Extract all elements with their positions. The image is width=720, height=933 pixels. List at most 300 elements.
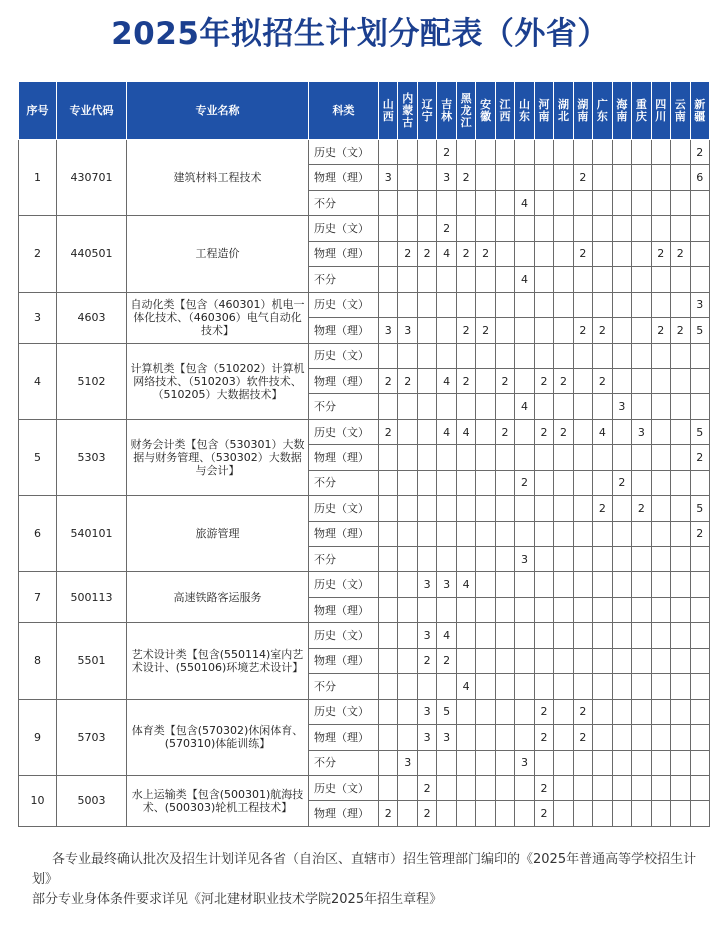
page-title: 2025年拟招生计划分配表（外省） (111, 16, 609, 52)
quota-cell (456, 470, 475, 495)
quota-cell (534, 445, 553, 470)
quota-cell (398, 165, 417, 190)
header-province (671, 82, 690, 140)
quota-cell (690, 674, 709, 699)
quota-cell (379, 750, 398, 775)
quota-cell: 2 (593, 368, 612, 393)
quota-cell (398, 445, 417, 470)
quota-cell (690, 725, 709, 750)
quota-cell: 2 (417, 241, 436, 266)
quota-cell (651, 775, 670, 800)
table-row (19, 216, 710, 241)
header-province-label: 江西 (499, 97, 511, 123)
quota-cell (593, 241, 612, 266)
quota-cell (554, 343, 573, 368)
major-name: 高速铁路客运服务 (127, 572, 309, 623)
quota-cell: 3 (398, 318, 417, 343)
quota-cell (671, 547, 690, 572)
header-name: 专业名称 (127, 82, 309, 140)
quota-cell (573, 190, 592, 215)
quota-cell (495, 190, 514, 215)
quota-cell (632, 368, 651, 393)
quota-cell: 2 (417, 801, 436, 826)
quota-cell: 4 (515, 190, 534, 215)
quota-cell: 2 (495, 368, 514, 393)
subject-category: 不分 (309, 394, 379, 419)
quota-cell (417, 216, 436, 241)
quota-cell (515, 140, 534, 165)
quota-cell: 3 (437, 572, 456, 597)
quota-cell: 2 (593, 496, 612, 521)
quota-cell (632, 241, 651, 266)
quota-cell (573, 572, 592, 597)
quota-cell (534, 394, 553, 419)
header-province (495, 82, 514, 140)
subject-category: 历史（文） (309, 140, 379, 165)
quota-cell (671, 140, 690, 165)
quota-cell (417, 419, 436, 444)
quota-cell: 2 (456, 241, 475, 266)
quota-cell: 2 (515, 470, 534, 495)
quota-cell (476, 445, 495, 470)
quota-cell (612, 343, 631, 368)
quota-cell: 2 (437, 216, 456, 241)
quota-cell (612, 597, 631, 622)
quota-cell (593, 648, 612, 673)
quota-cell (398, 801, 417, 826)
quota-cell (573, 750, 592, 775)
quota-cell (632, 394, 651, 419)
quota-cell (593, 750, 612, 775)
header-province-label: 云南 (674, 97, 686, 123)
major-code: 5102 (57, 343, 127, 419)
quota-cell (573, 674, 592, 699)
quota-cell (456, 597, 475, 622)
quota-cell (651, 547, 670, 572)
quota-cell (379, 572, 398, 597)
quota-cell (476, 140, 495, 165)
quota-cell (379, 394, 398, 419)
major-seq: 6 (19, 496, 57, 572)
quota-cell (476, 572, 495, 597)
quota-cell: 3 (437, 725, 456, 750)
quota-cell: 3 (417, 725, 436, 750)
quota-cell (476, 521, 495, 546)
quota-cell (554, 394, 573, 419)
quota-cell (515, 368, 534, 393)
quota-cell (651, 572, 670, 597)
quota-cell (554, 470, 573, 495)
quota-cell: 5 (437, 699, 456, 724)
quota-cell (476, 750, 495, 775)
quota-cell (573, 267, 592, 292)
quota-cell (593, 343, 612, 368)
quota-cell (671, 572, 690, 597)
quota-cell (398, 267, 417, 292)
quota-cell (379, 725, 398, 750)
quota-cell (534, 140, 553, 165)
quota-cell (671, 216, 690, 241)
quota-cell (476, 623, 495, 648)
quota-cell (398, 597, 417, 622)
quota-cell (554, 572, 573, 597)
quota-cell (612, 547, 631, 572)
major-name: 艺术设计类【包含(550114)室内艺术设计、(550106)环境艺术设计】 (127, 623, 309, 699)
quota-cell (495, 292, 514, 317)
table-row (19, 775, 710, 800)
table-row (19, 623, 710, 648)
quota-cell (690, 216, 709, 241)
quota-cell: 4 (437, 419, 456, 444)
quota-cell (398, 216, 417, 241)
quota-cell: 2 (690, 140, 709, 165)
table-row (19, 419, 710, 444)
quota-cell (515, 699, 534, 724)
quota-cell: 2 (417, 775, 436, 800)
major-code: 5501 (57, 623, 127, 699)
quota-cell (573, 419, 592, 444)
quota-cell (456, 394, 475, 419)
quota-cell (495, 547, 514, 572)
quota-cell (515, 419, 534, 444)
quota-cell (476, 216, 495, 241)
quota-cell (417, 394, 436, 419)
quota-cell (632, 648, 651, 673)
major-name: 财务会计类【包含（530301）大数据与财务管理、（530302）大数据与会计】 (127, 419, 309, 495)
quota-cell (495, 470, 514, 495)
quota-cell (554, 674, 573, 699)
header-province-label: 山东 (519, 97, 531, 123)
quota-cell: 5 (690, 496, 709, 521)
subject-category: 物理（理） (309, 801, 379, 826)
quota-cell (379, 496, 398, 521)
quota-cell (593, 292, 612, 317)
quota-cell (612, 572, 631, 597)
quota-cell (612, 216, 631, 241)
major-seq: 5 (19, 419, 57, 495)
quota-cell (651, 674, 670, 699)
quota-cell: 2 (554, 368, 573, 393)
header-province-label: 山西 (382, 97, 394, 123)
quota-cell (456, 623, 475, 648)
subject-category: 历史（文） (309, 216, 379, 241)
quota-cell (632, 267, 651, 292)
quota-cell (651, 190, 670, 215)
quota-cell (379, 775, 398, 800)
quota-cell (671, 674, 690, 699)
quota-cell: 2 (671, 318, 690, 343)
quota-cell (632, 725, 651, 750)
quota-cell (476, 419, 495, 444)
quota-cell (632, 292, 651, 317)
quota-cell (593, 725, 612, 750)
quota-cell: 2 (534, 419, 553, 444)
quota-cell (417, 674, 436, 699)
quota-cell: 2 (534, 801, 553, 826)
quota-cell: 2 (573, 725, 592, 750)
quota-cell: 2 (593, 318, 612, 343)
quota-cell (593, 521, 612, 546)
quota-cell (671, 750, 690, 775)
quota-cell (632, 318, 651, 343)
major-seq: 3 (19, 292, 57, 343)
quota-cell (690, 750, 709, 775)
subject-category: 历史（文） (309, 292, 379, 317)
quota-cell: 2 (612, 470, 631, 495)
quota-cell: 2 (456, 165, 475, 190)
quota-cell (437, 775, 456, 800)
quota-cell (456, 267, 475, 292)
header-province (456, 82, 475, 140)
quota-cell (534, 318, 553, 343)
quota-cell (417, 318, 436, 343)
major-code: 5003 (57, 775, 127, 826)
header-province (515, 82, 534, 140)
quota-cell (554, 597, 573, 622)
quota-cell (534, 190, 553, 215)
header-province (437, 82, 456, 140)
quota-cell (554, 750, 573, 775)
quota-cell (671, 368, 690, 393)
quota-cell: 2 (671, 241, 690, 266)
quota-cell (417, 165, 436, 190)
quota-cell (534, 572, 553, 597)
quota-cell (534, 597, 553, 622)
quota-cell (476, 597, 495, 622)
quota-cell (456, 343, 475, 368)
quota-cell (456, 521, 475, 546)
quota-cell (554, 775, 573, 800)
quota-cell (515, 648, 534, 673)
quota-cell (632, 140, 651, 165)
header-province (651, 82, 670, 140)
quota-cell (651, 521, 670, 546)
quota-cell (456, 801, 475, 826)
quota-cell: 3 (417, 623, 436, 648)
quota-cell (573, 623, 592, 648)
quota-cell (456, 775, 475, 800)
quota-cell (573, 597, 592, 622)
major-seq: 9 (19, 699, 57, 775)
major-name: 自动化类【包含（460301）机电一体化技术、（460306）电气自动化技术】 (127, 292, 309, 343)
major-seq: 2 (19, 216, 57, 292)
quota-cell (495, 521, 514, 546)
quota-cell (573, 292, 592, 317)
quota-cell (593, 674, 612, 699)
quota-cell (379, 343, 398, 368)
quota-cell (515, 496, 534, 521)
quota-cell (690, 394, 709, 419)
quota-cell (398, 292, 417, 317)
header-province-label: 黑龙江 (460, 91, 472, 129)
header-province (593, 82, 612, 140)
quota-cell (534, 216, 553, 241)
subject-category: 物理（理） (309, 445, 379, 470)
quota-cell (398, 343, 417, 368)
quota-cell (495, 496, 514, 521)
quota-cell (515, 165, 534, 190)
quota-cell (515, 674, 534, 699)
quota-cell: 4 (515, 267, 534, 292)
quota-cell (379, 623, 398, 648)
header-code: 专业代码 (57, 82, 127, 140)
quota-cell (417, 267, 436, 292)
quota-cell (515, 623, 534, 648)
quota-cell (612, 775, 631, 800)
quota-cell: 4 (515, 394, 534, 419)
quota-cell (476, 547, 495, 572)
major-code: 440501 (57, 216, 127, 292)
quota-cell (632, 801, 651, 826)
table-row (19, 496, 710, 521)
quota-cell (476, 292, 495, 317)
quota-cell (573, 521, 592, 546)
subject-category: 不分 (309, 470, 379, 495)
subject-category: 物理（理） (309, 241, 379, 266)
quota-cell: 3 (690, 292, 709, 317)
quota-cell (476, 496, 495, 521)
header-province (417, 82, 436, 140)
quota-cell (456, 547, 475, 572)
quota-cell (690, 267, 709, 292)
quota-cell (437, 521, 456, 546)
major-seq: 1 (19, 140, 57, 216)
quota-cell (398, 140, 417, 165)
quota-cell (398, 394, 417, 419)
quota-cell (379, 547, 398, 572)
quota-cell (651, 216, 670, 241)
quota-cell (417, 445, 436, 470)
quota-cell: 3 (417, 572, 436, 597)
quota-cell (593, 699, 612, 724)
quota-cell (651, 419, 670, 444)
quota-cell: 4 (456, 674, 475, 699)
quota-cell (398, 674, 417, 699)
quota-cell (476, 368, 495, 393)
note-batch: 各专业最终确认批次及招生计划详见各省（自治区、直辖市）招生管理部门编印的《2025年普通高等学校招生计划》 (32, 852, 697, 887)
quota-cell (690, 597, 709, 622)
quota-cell (671, 725, 690, 750)
quota-cell (456, 216, 475, 241)
quota-cell (495, 318, 514, 343)
quota-cell (593, 801, 612, 826)
header-province-label: 海南 (616, 97, 628, 123)
quota-cell: 4 (437, 623, 456, 648)
quota-cell: 2 (690, 521, 709, 546)
header-province (379, 82, 398, 140)
quota-cell (398, 623, 417, 648)
quota-cell (495, 699, 514, 724)
quota-cell (379, 190, 398, 215)
quota-cell: 2 (534, 725, 553, 750)
quota-cell (398, 572, 417, 597)
quota-cell (632, 547, 651, 572)
header-province-label: 广东 (596, 97, 608, 123)
header-province-label: 安徽 (480, 97, 492, 123)
quota-cell (495, 216, 514, 241)
header-province (632, 82, 651, 140)
table-body (19, 140, 710, 827)
quota-cell (632, 750, 651, 775)
quota-cell: 2 (573, 699, 592, 724)
quota-cell: 2 (573, 165, 592, 190)
quota-cell (671, 801, 690, 826)
quota-cell (671, 419, 690, 444)
subject-category: 不分 (309, 190, 379, 215)
quota-cell (573, 801, 592, 826)
quota-cell: 2 (651, 241, 670, 266)
quota-cell (554, 292, 573, 317)
quota-cell: 4 (437, 241, 456, 266)
quota-cell (690, 190, 709, 215)
quota-cell (476, 165, 495, 190)
table-row (19, 140, 710, 165)
header-province (612, 82, 631, 140)
quota-cell (593, 267, 612, 292)
table-row (19, 699, 710, 724)
quota-cell (651, 496, 670, 521)
quota-cell (495, 394, 514, 419)
quota-cell (554, 140, 573, 165)
quota-cell (651, 750, 670, 775)
quota-cell (690, 648, 709, 673)
quota-cell (379, 648, 398, 673)
quota-cell (379, 699, 398, 724)
quota-cell (534, 648, 553, 673)
quota-cell (515, 521, 534, 546)
quota-cell (573, 140, 592, 165)
quota-cell (554, 445, 573, 470)
quota-cell: 2 (417, 648, 436, 673)
quota-cell (632, 190, 651, 215)
quota-cell (612, 445, 631, 470)
major-code: 5303 (57, 419, 127, 495)
quota-cell (437, 292, 456, 317)
quota-cell (456, 648, 475, 673)
quota-cell (379, 241, 398, 266)
quota-cell: 2 (398, 368, 417, 393)
quota-cell: 3 (515, 750, 534, 775)
quota-cell (593, 165, 612, 190)
quota-cell (671, 648, 690, 673)
quota-cell (632, 216, 651, 241)
header-province (476, 82, 495, 140)
quota-cell: 2 (690, 445, 709, 470)
quota-cell (495, 597, 514, 622)
subject-category: 不分 (309, 267, 379, 292)
quota-cell (534, 241, 553, 266)
quota-cell: 4 (437, 368, 456, 393)
quota-cell (437, 190, 456, 215)
header-province-label: 内蒙古 (402, 91, 414, 129)
quota-cell (437, 801, 456, 826)
subject-category: 历史（文） (309, 419, 379, 444)
quota-cell: 2 (632, 496, 651, 521)
subject-category: 物理（理） (309, 318, 379, 343)
subject-category: 历史（文） (309, 496, 379, 521)
quota-cell (495, 674, 514, 699)
quota-cell (437, 496, 456, 521)
quota-cell: 2 (476, 241, 495, 266)
quota-cell (671, 445, 690, 470)
quota-cell (534, 165, 553, 190)
quota-cell (671, 343, 690, 368)
quota-cell (573, 648, 592, 673)
quota-cell (495, 648, 514, 673)
quota-cell (651, 445, 670, 470)
subject-category: 物理（理） (309, 725, 379, 750)
major-code: 4603 (57, 292, 127, 343)
